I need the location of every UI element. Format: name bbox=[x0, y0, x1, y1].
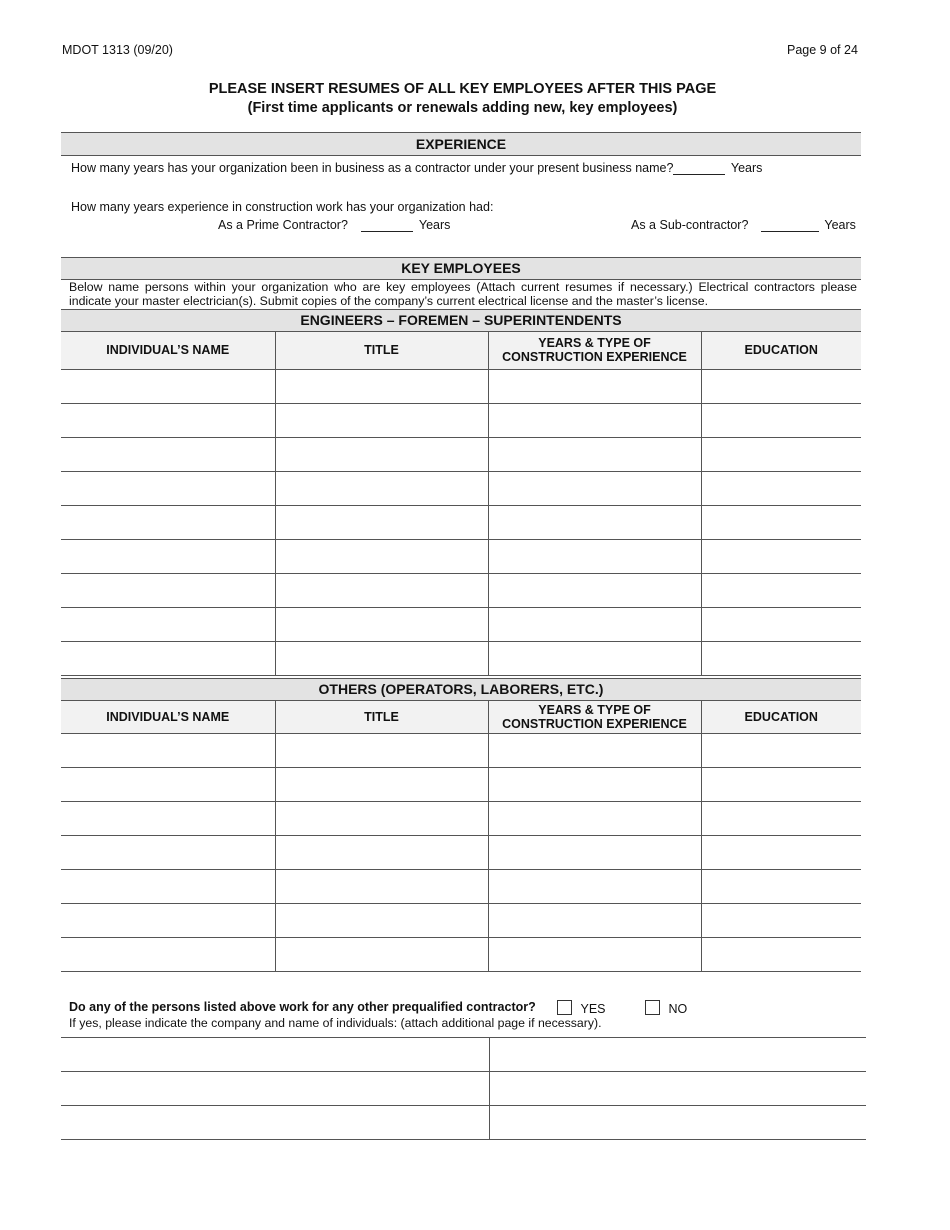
education-cell[interactable] bbox=[701, 641, 861, 675]
construction-experience-question: How many years experience in construction work has your organization had: bbox=[71, 200, 494, 214]
table-row bbox=[61, 767, 861, 801]
name-cell[interactable] bbox=[61, 903, 275, 937]
education-cell[interactable] bbox=[701, 835, 861, 869]
education-cell[interactable] bbox=[701, 471, 861, 505]
col-header-education: EDUCATION bbox=[701, 701, 861, 733]
prime-contractor-unit: Years bbox=[418, 218, 451, 232]
name-cell[interactable] bbox=[61, 869, 275, 903]
education-cell[interactable] bbox=[701, 869, 861, 903]
table-row bbox=[61, 437, 861, 471]
title-cell[interactable] bbox=[275, 437, 488, 471]
page-title: PLEASE INSERT RESUMES OF ALL KEY EMPLOYEES AFTER THIS PAGE bbox=[208, 81, 717, 97]
col-header-title: TITLE bbox=[275, 332, 488, 369]
company-cell[interactable] bbox=[61, 1038, 489, 1072]
col-header-experience-line2: CONSTRUCTION EXPERIENCE bbox=[502, 350, 687, 365]
prime-contractor-years-input[interactable] bbox=[361, 218, 413, 232]
education-cell[interactable] bbox=[701, 767, 861, 801]
engineers-header-row bbox=[61, 332, 861, 369]
col-header-name: INDIVIDUAL’S NAME bbox=[61, 332, 275, 369]
other-contractor-question: Do any of the persons listed above work for any other prequalified contractor? bbox=[69, 1000, 536, 1014]
years-in-business-unit: Years bbox=[730, 161, 763, 175]
col-header-experience-line1: YEARS & TYPE OF bbox=[538, 336, 651, 351]
table-row bbox=[61, 1106, 866, 1140]
title-cell[interactable] bbox=[275, 641, 488, 675]
prime-contractor-row bbox=[218, 218, 450, 232]
education-cell[interactable] bbox=[701, 403, 861, 437]
table-row bbox=[61, 869, 861, 903]
name-cell[interactable] bbox=[61, 835, 275, 869]
title-cell[interactable] bbox=[275, 539, 488, 573]
others-header-row bbox=[61, 701, 861, 733]
title-cell[interactable] bbox=[275, 607, 488, 641]
title-cell[interactable] bbox=[275, 505, 488, 539]
name-cell[interactable] bbox=[61, 641, 275, 675]
education-cell[interactable] bbox=[701, 539, 861, 573]
experience-cell[interactable] bbox=[488, 403, 701, 437]
page-subtitle: (First time applicants or renewals adding new, key employees) bbox=[247, 100, 678, 116]
col-header-name: INDIVIDUAL’S NAME bbox=[61, 701, 275, 733]
col-header-experience-line1: YEARS & TYPE OF bbox=[538, 702, 651, 717]
education-cell[interactable] bbox=[701, 903, 861, 937]
education-cell[interactable] bbox=[701, 801, 861, 835]
others-table bbox=[61, 701, 861, 972]
years-in-business-question bbox=[71, 161, 762, 175]
name-cell[interactable] bbox=[61, 437, 275, 471]
col-header-experience bbox=[488, 701, 701, 733]
table-row bbox=[61, 937, 861, 971]
col-header-experience-line2: CONSTRUCTION EXPERIENCE bbox=[502, 716, 687, 731]
experience-cell[interactable] bbox=[488, 733, 701, 767]
education-cell[interactable] bbox=[701, 733, 861, 767]
key-employees-instructions: Below name persons within your organization who are key employees (Attach current resumes if necessary.) Electrical contractors please indicate your master electrician(s). Submit copies of the company’s current electrical license and the master’s license. bbox=[69, 280, 857, 308]
table-row bbox=[61, 607, 861, 641]
sub-contractor-label: As a Sub-contractor? bbox=[631, 218, 749, 232]
col-header-experience bbox=[488, 332, 701, 369]
title-cell[interactable] bbox=[275, 767, 488, 801]
individuals-cell[interactable] bbox=[489, 1072, 866, 1106]
other-contractor-question-row bbox=[69, 1000, 536, 1014]
table-row bbox=[61, 1072, 866, 1106]
yes-label: YES bbox=[580, 1002, 606, 1016]
table-row bbox=[61, 471, 861, 505]
years-in-business-input[interactable] bbox=[673, 161, 725, 175]
other-contractor-table bbox=[61, 1038, 866, 1140]
company-cell[interactable] bbox=[61, 1072, 489, 1106]
title-cell[interactable] bbox=[275, 903, 488, 937]
education-cell[interactable] bbox=[701, 369, 861, 403]
sub-contractor-row bbox=[631, 218, 856, 232]
individuals-cell[interactable] bbox=[489, 1038, 866, 1072]
education-cell[interactable] bbox=[701, 607, 861, 641]
experience-cell[interactable] bbox=[488, 573, 701, 607]
prime-contractor-label: As a Prime Contractor? bbox=[218, 218, 348, 232]
education-cell[interactable] bbox=[701, 937, 861, 971]
name-cell[interactable] bbox=[61, 801, 275, 835]
table-row bbox=[61, 505, 861, 539]
title-cell[interactable] bbox=[275, 573, 488, 607]
no-label: NO bbox=[668, 1002, 688, 1016]
yes-checkbox[interactable] bbox=[557, 1000, 572, 1015]
experience-cell[interactable] bbox=[488, 801, 701, 835]
experience-cell[interactable] bbox=[488, 835, 701, 869]
other-contractor-instruction: If yes, please indicate the company and name of individuals: (attach additional page if necessary). bbox=[69, 1016, 602, 1030]
title-cell[interactable] bbox=[275, 869, 488, 903]
name-cell[interactable] bbox=[61, 369, 275, 403]
table-row bbox=[61, 733, 861, 767]
sub-contractor-unit: Years bbox=[824, 218, 856, 232]
table-row bbox=[61, 801, 861, 835]
no-option[interactable] bbox=[645, 1000, 687, 1016]
name-cell[interactable] bbox=[61, 607, 275, 641]
title-cell[interactable] bbox=[275, 403, 488, 437]
no-checkbox[interactable] bbox=[645, 1000, 660, 1015]
name-cell[interactable] bbox=[61, 403, 275, 437]
name-cell[interactable] bbox=[61, 573, 275, 607]
experience-cell[interactable] bbox=[488, 641, 701, 675]
table-row bbox=[61, 641, 861, 675]
name-cell[interactable] bbox=[61, 471, 275, 505]
education-cell[interactable] bbox=[701, 437, 861, 471]
experience-cell[interactable] bbox=[488, 505, 701, 539]
experience-cell[interactable] bbox=[488, 607, 701, 641]
years-in-business-label: How many years has your organization been in business as a contractor under your present business name? bbox=[71, 161, 674, 175]
title-cell[interactable] bbox=[275, 369, 488, 403]
others-heading: OTHERS (OPERATORS, LABORERS, ETC.) bbox=[61, 678, 861, 701]
table-row bbox=[61, 539, 861, 573]
experience-cell[interactable] bbox=[488, 539, 701, 573]
experience-cell[interactable] bbox=[488, 869, 701, 903]
name-cell[interactable] bbox=[61, 505, 275, 539]
sub-contractor-years-input[interactable] bbox=[761, 218, 819, 232]
experience-cell[interactable] bbox=[488, 471, 701, 505]
education-cell[interactable] bbox=[701, 573, 861, 607]
table-row bbox=[61, 573, 861, 607]
name-cell[interactable] bbox=[61, 767, 275, 801]
yes-option[interactable] bbox=[557, 1000, 606, 1016]
key-employees-heading: KEY EMPLOYEES bbox=[61, 257, 861, 280]
col-header-title: TITLE bbox=[275, 701, 488, 733]
experience-heading: EXPERIENCE bbox=[61, 132, 861, 156]
col-header-education: EDUCATION bbox=[701, 332, 861, 369]
name-cell[interactable] bbox=[61, 733, 275, 767]
company-cell[interactable] bbox=[61, 1106, 489, 1140]
title-cell[interactable] bbox=[275, 801, 488, 835]
title-cell[interactable] bbox=[275, 471, 488, 505]
name-cell[interactable] bbox=[61, 937, 275, 971]
title-cell[interactable] bbox=[275, 937, 488, 971]
table-row bbox=[61, 835, 861, 869]
education-cell[interactable] bbox=[701, 505, 861, 539]
title-cell[interactable] bbox=[275, 835, 488, 869]
experience-cell[interactable] bbox=[488, 903, 701, 937]
form-id: MDOT 1313 (09/20) bbox=[62, 43, 173, 57]
engineers-heading: ENGINEERS – FOREMEN – SUPERINTENDENTS bbox=[61, 309, 861, 332]
engineers-table bbox=[61, 332, 861, 676]
experience-cell[interactable] bbox=[488, 767, 701, 801]
experience-cell[interactable] bbox=[488, 437, 701, 471]
table-row bbox=[61, 903, 861, 937]
page-number: Page 9 of 24 bbox=[787, 43, 858, 57]
title-cell[interactable] bbox=[275, 733, 488, 767]
table-row bbox=[61, 369, 861, 403]
individuals-cell[interactable] bbox=[489, 1106, 866, 1140]
experience-cell[interactable] bbox=[488, 369, 701, 403]
experience-cell[interactable] bbox=[488, 937, 701, 971]
name-cell[interactable] bbox=[61, 539, 275, 573]
table-row bbox=[61, 1038, 866, 1072]
table-row bbox=[61, 403, 861, 437]
